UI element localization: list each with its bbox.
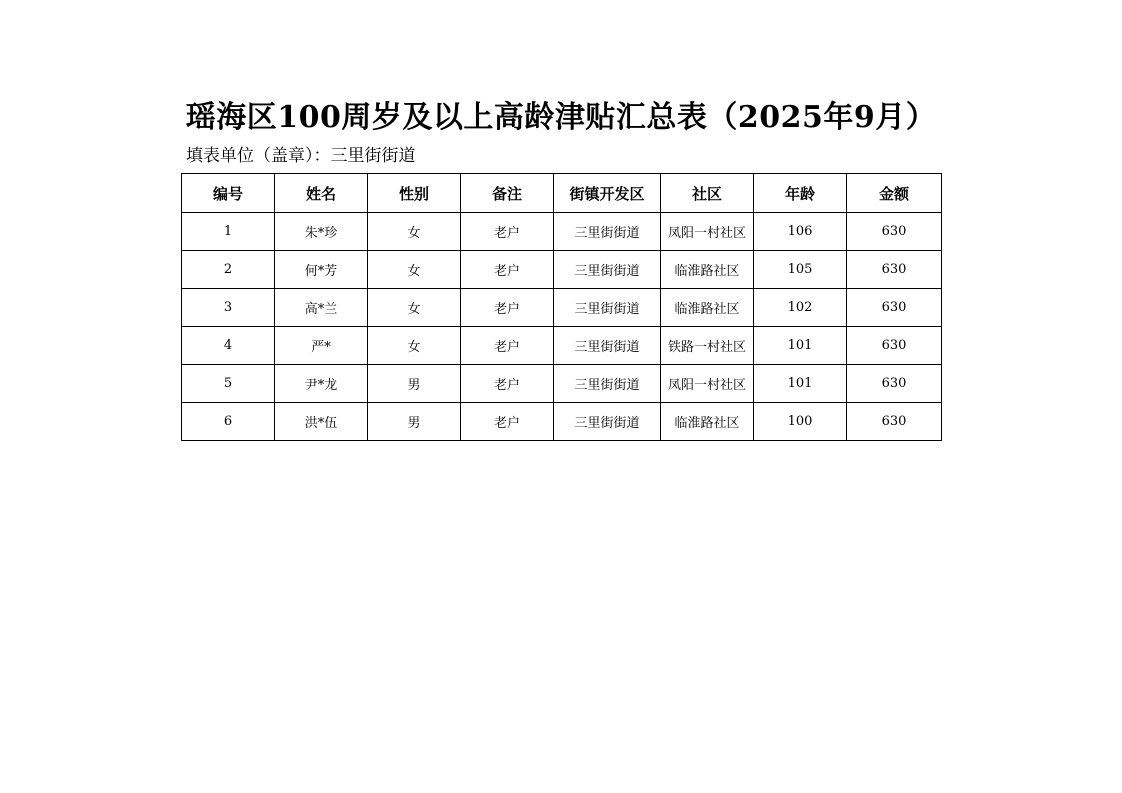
cell-amount: 630: [847, 251, 942, 289]
table-row: [182, 289, 942, 327]
cell-id: 5: [182, 365, 275, 403]
cell-name: 尹*龙: [275, 365, 368, 403]
cell-amount: 630: [847, 327, 942, 365]
cell-remark: 老户: [461, 213, 554, 251]
cell-gender: 女: [368, 213, 461, 251]
cell-id: 4: [182, 327, 275, 365]
cell-remark: 老户: [461, 289, 554, 327]
table-row: [182, 403, 942, 441]
table-row: [182, 213, 942, 251]
cell-community: 凤阳一村社区: [661, 213, 754, 251]
cell-community: 铁路一村社区: [661, 327, 754, 365]
cell-community: 临淮路社区: [661, 403, 754, 441]
header-amount: 金额: [847, 174, 942, 213]
cell-subdistrict: 三里街街道: [554, 365, 661, 403]
cell-name: 何*芳: [275, 251, 368, 289]
header-subdistrict: 街镇开发区: [554, 174, 661, 213]
cell-amount: 630: [847, 213, 942, 251]
table-row: [182, 251, 942, 289]
cell-id: 3: [182, 289, 275, 327]
cell-age: 102: [754, 289, 847, 327]
cell-name: 严*: [275, 327, 368, 365]
header-community: 社区: [661, 174, 754, 213]
cell-gender: 男: [368, 403, 461, 441]
cell-subdistrict: 三里街街道: [554, 251, 661, 289]
cell-remark: 老户: [461, 327, 554, 365]
header-gender: 性别: [368, 174, 461, 213]
cell-age: 101: [754, 327, 847, 365]
cell-subdistrict: 三里街街道: [554, 289, 661, 327]
header-remark: 备注: [461, 174, 554, 213]
cell-name: 朱*珍: [275, 213, 368, 251]
filing-unit-line: 填表单位（盖章）：三里街街道: [186, 146, 416, 166]
cell-name: 高*兰: [275, 289, 368, 327]
header-age: 年龄: [754, 174, 847, 213]
cell-community: 临淮路社区: [661, 289, 754, 327]
header-id: 编号: [182, 174, 275, 213]
cell-gender: 男: [368, 365, 461, 403]
cell-community: 临淮路社区: [661, 251, 754, 289]
header-name: 姓名: [275, 174, 368, 213]
cell-amount: 630: [847, 403, 942, 441]
cell-gender: 女: [368, 289, 461, 327]
cell-subdistrict: 三里街街道: [554, 327, 661, 365]
cell-id: 2: [182, 251, 275, 289]
cell-subdistrict: 三里街街道: [554, 213, 661, 251]
document-title: 瑶海区100周岁及以上高龄津贴汇总表（2025年9月）: [185, 100, 937, 135]
table-header-row: [182, 174, 942, 213]
table-row: [182, 365, 942, 403]
cell-subdistrict: 三里街街道: [554, 403, 661, 441]
cell-community: 凤阳一村社区: [661, 365, 754, 403]
cell-age: 105: [754, 251, 847, 289]
cell-remark: 老户: [461, 251, 554, 289]
cell-age: 106: [754, 213, 847, 251]
subsidy-summary-table: [181, 173, 942, 441]
cell-age: 101: [754, 365, 847, 403]
cell-amount: 630: [847, 365, 942, 403]
cell-name: 洪*伍: [275, 403, 368, 441]
cell-gender: 女: [368, 251, 461, 289]
cell-remark: 老户: [461, 403, 554, 441]
cell-remark: 老户: [461, 365, 554, 403]
cell-amount: 630: [847, 289, 942, 327]
cell-gender: 女: [368, 327, 461, 365]
cell-id: 1: [182, 213, 275, 251]
cell-id: 6: [182, 403, 275, 441]
table-row: [182, 327, 942, 365]
cell-age: 100: [754, 403, 847, 441]
